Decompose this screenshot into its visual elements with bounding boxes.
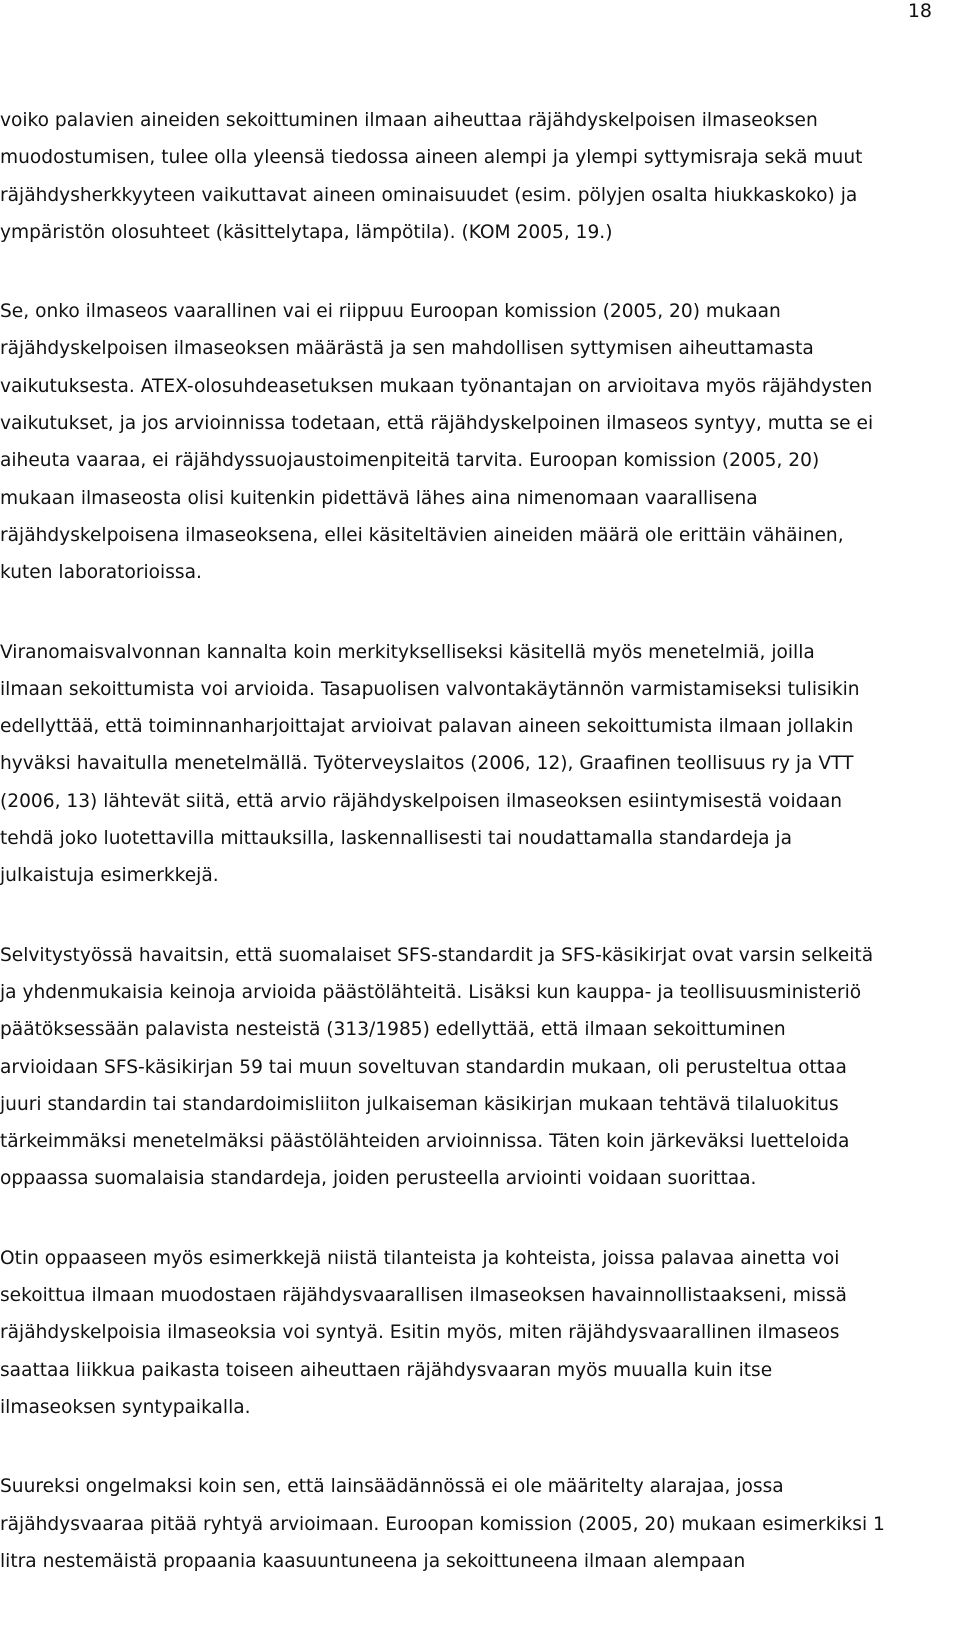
text-line: Viranomaisvalvonnan kannalta koin merkitykselliseksi käsitellä myös menetelmiä, joilla <box>0 641 815 663</box>
text-line: voiko palavien aineiden sekoittuminen ilmaan aiheuttaa räjähdyskelpoisen ilmaseoksen <box>0 110 818 131</box>
text-line: räjähdysvaaraa pitää ryhtyä arvioimaan. Euroopan komission (2005, 20) mukaan esimerkiksi 1 <box>0 1513 885 1535</box>
paragraph-4 <box>0 937 948 1198</box>
text-line: päätöksessään palavista nesteistä (313/1985) edellyttää, että ilmaan sekoittuminen <box>0 1019 786 1041</box>
text-line: (2006, 13) lähtevät siitä, että arvio räjähdyskelpoisen ilmaseoksen esiintymisestä voidaan <box>0 790 843 812</box>
text-line: räjähdysherkkyyteen vaikuttavat aineen ominaisuudet (esim. pölyjen osalta hiukkaskoko) ja <box>0 184 858 206</box>
text-line: tehdä joko luotettavilla mittauksilla, laskennallisesti tai noudattamalla standardeja ja <box>0 828 792 850</box>
text-line: Se, onko ilmaseos vaarallinen vai ei riippuu Euroopan komission (2005, 20) mukaan <box>0 301 781 323</box>
text-line: Selvitystyössä havaitsin, että suomalaiset SFS-standardit ja SFS-käsikirjat ovat varsin selkeitä <box>0 944 874 966</box>
paragraph-6 <box>0 1468 948 1580</box>
text-line: hyväksi havaitulla menetelmällä. Työterveyslaitos (2006, 12), Graafinen teollisuus ry ja VTT <box>0 753 854 775</box>
text-line: vaikutuksesta. ATEX-olosuhdeasetuksen mukaan työnantajan on arvioitava myös räjähdysten <box>0 375 873 397</box>
paragraph-3 <box>0 634 948 895</box>
text-line: tärkeimmäksi menetelmäksi päästölähteiden arvioinnissa. Täten koin järkeväksi luetteloida <box>0 1131 850 1153</box>
text-line: julkaistuja esimerkkejä. <box>0 865 219 887</box>
paragraph-2 <box>0 293 948 591</box>
paragraph-1 <box>0 102 948 251</box>
text-line: oppaassa suomalaisia standardeja, joiden perusteella arviointi voidaan suorittaa. <box>0 1168 757 1190</box>
page-number: 18 <box>907 0 932 22</box>
text-line: ilmaan sekoittumista voi arvioida. Tasapuolisen valvontakäytännön varmistamiseksi tulisikin <box>0 678 860 700</box>
text-line: edellyttää, että toiminnanharjoittajat arvioivat palavan aineen sekoittumista ilmaan jollakin <box>0 716 854 738</box>
text-line: ilmaseoksen syntypaikalla. <box>0 1396 251 1418</box>
text-line: räjähdyskelpoisena ilmaseoksena, ellei käsiteltävien aineiden määrä ole erittäin vähäinen, <box>0 524 844 546</box>
text-line: saattaa liikkua paikasta toiseen aiheuttaen räjähdysvaaran myös muualla kuin itse <box>0 1359 773 1381</box>
text-line: kuten laboratorioissa. <box>0 562 202 584</box>
text-line: vaikutukset, ja jos arvioinnissa todetaan, että räjähdyskelpoinen ilmaseos syntyy, mutta se ei <box>0 413 874 435</box>
text-line: Otin oppaaseen myös esimerkkejä niistä tilanteista ja kohteista, joissa palavaa ainetta voi <box>0 1247 840 1269</box>
document-body <box>0 102 948 1622</box>
text-line: räjähdyskelpoisen ilmaseoksen määrästä ja sen mahdollisen syttymisen aiheuttamasta <box>0 338 814 360</box>
text-line: ympäristön olosuhteet (käsittelytapa, lämpötila). (KOM 2005, 19.) <box>0 221 613 243</box>
text-line: aiheuta vaaraa, ei räjähdyssuojaustoimenpiteitä tarvita. Euroopan komission (2005, 20) <box>0 450 820 472</box>
text-line: ja yhdenmukaisia keinoja arvioida päästölähteitä. Lisäksi kun kauppa- ja teollisuusministeriö <box>0 981 862 1003</box>
text-line: mukaan ilmaseosta olisi kuitenkin pidettävä lähes aina nimenomaan vaarallisena <box>0 487 758 509</box>
text-line: räjähdyskelpoisia ilmaseoksia voi syntyä. Esitin myös, miten räjähdysvaarallinen ilmaseos <box>0 1322 840 1344</box>
text-line: arvioidaan SFS-käsikirjan 59 tai muun soveltuvan standardin mukaan, oli perusteltua ottaa <box>0 1056 847 1078</box>
text-line: Suureksi ongelmaksi koin sen, että lainsäädännössä ei ole määritelty alarajaa, jossa <box>0 1476 784 1498</box>
text-line: juuri standardin tai standardoimisliiton julkaiseman käsikirjan mukaan tehtävä tilaluokitus <box>0 1093 839 1115</box>
text-line: litra nestemäistä propaania kaasuuntuneena ja sekoittuneena ilmaan alempaan <box>0 1550 746 1572</box>
paragraph-5 <box>0 1240 948 1426</box>
text-line: muodostumisen, tulee olla yleensä tiedossa aineen alempi ja ylempi syttymisraja sekä muut <box>0 147 863 169</box>
text-line: sekoittua ilmaan muodostaen räjähdysvaarallisen ilmaseoksen havainnollistaakseni, missä <box>0 1285 847 1307</box>
